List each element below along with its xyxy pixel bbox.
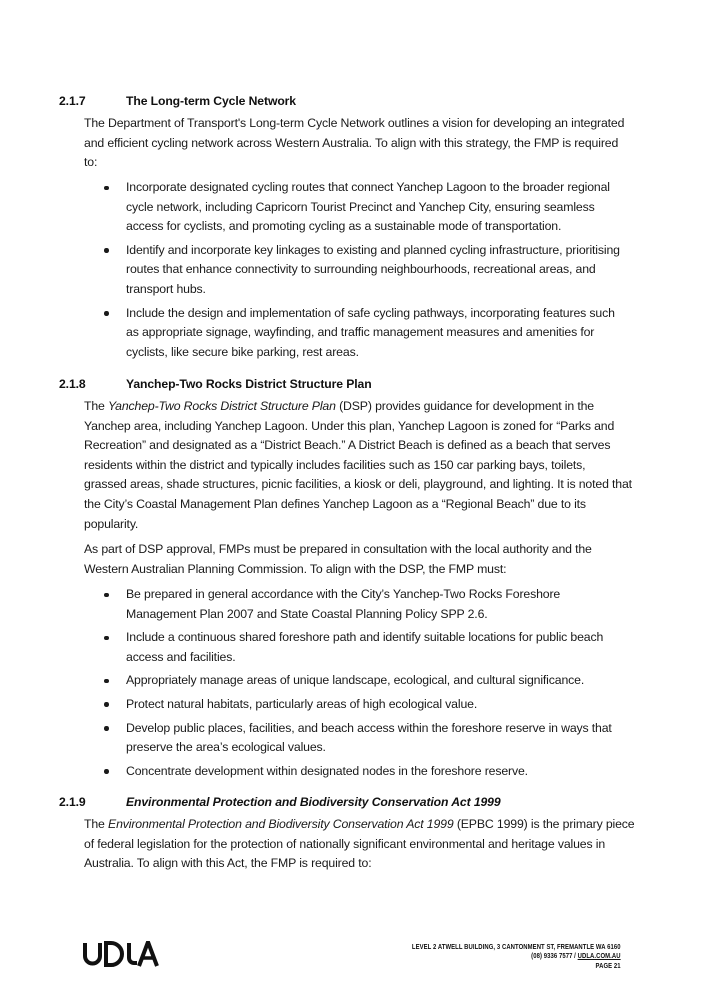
text-line: of federal legislation for the protection of nationally significant environmental and heritage values in	[84, 836, 606, 851]
section-number: 2.1.9	[59, 795, 86, 809]
text-line: Develop public places, facilities, and beach access within the foreshore reserve in ways that	[126, 720, 612, 735]
text-line: preserve the area’s ecological values.	[126, 740, 326, 755]
text-line	[84, 397, 629, 417]
list-item	[104, 241, 624, 300]
text-line: Include a continuous shared foreshore path and identify suitable locations for public beach	[126, 630, 604, 645]
section-intro-paragraph	[84, 815, 635, 874]
text-fragment: The	[84, 399, 109, 413]
bullet-icon	[104, 679, 109, 684]
document-title-italic: Environmental Protection and Biodiversity Conservation Act 1999	[108, 817, 454, 831]
list-item	[104, 762, 624, 782]
text-fragment: (EPBC 1999) is the primary piece	[453, 817, 635, 831]
list-item	[104, 628, 624, 667]
list-item	[104, 178, 624, 237]
bullet-icon	[104, 702, 109, 707]
bullet-icon	[104, 726, 109, 731]
text-line: access and facilities.	[126, 649, 236, 664]
text-line	[84, 815, 635, 835]
section-number: 2.1.8	[59, 377, 86, 391]
section-title: Environmental Protection and Biodiversity Conservation Act 1999	[126, 795, 501, 809]
text-line: the City’s Coastal Management Plan defines Yanchep Lagoon as a “Regional Beach” due to its	[84, 496, 586, 511]
text-line: to:	[84, 155, 98, 170]
bullet-icon	[104, 593, 109, 598]
text-line: Western Australian Planning Commission. To align with the DSP, the FMP must:	[84, 561, 507, 576]
text-fragment: (DSP) provides guidance for development in the	[335, 399, 594, 413]
text-line: and efficient cycling network across Western Australia. To align with this strategy, the FMP is required	[84, 135, 619, 150]
text-line: Concentrate development within designated nodes in the foreshore reserve.	[126, 763, 528, 778]
text-line: transport hubs.	[126, 281, 206, 296]
footer-address: LEVEL 2 ATWELL BUILDING, 3 CANTONMENT ST, FREMANTLE WA 6160	[412, 942, 621, 951]
list-item	[104, 304, 624, 363]
section-title: The Long-term Cycle Network	[126, 94, 296, 108]
footer-website-link[interactable]: UDLA.COM.AU	[578, 951, 621, 961]
udla-logo	[83, 941, 159, 972]
text-line: Appropriately manage areas of unique landscape, ecological, and cultural significance.	[126, 673, 585, 688]
text-line: routes that enhance connectivity to surrounding neighbourhoods, recreational areas, and	[126, 262, 596, 277]
bullet-icon	[104, 769, 109, 774]
section-intro-paragraph	[84, 114, 629, 173]
list-item	[104, 671, 624, 691]
footer-contact	[412, 942, 621, 970]
bullet-icon	[104, 186, 109, 191]
bullet-list	[104, 178, 624, 366]
footer-contact-line	[412, 951, 621, 960]
text-line: As part of DSP approval, FMPs must be prepared in consultation with the local authority and the	[84, 542, 592, 556]
text-line: access for cyclists, and promoting cycling as a sustainable mode of transportation.	[126, 219, 562, 234]
page-number: PAGE 21	[595, 960, 621, 970]
bullet-icon	[104, 311, 109, 316]
text-line: Australia. To align with this Act, the FMP is required to:	[84, 856, 372, 871]
text-line: Identify and incorporate key linkages to existing and planned cycling infrastructure, prioritising	[126, 242, 620, 257]
text-line: Incorporate designated cycling routes that connect Yanchep Lagoon to the broader regional	[126, 180, 610, 194]
footer-phone: (08) 9336 7577	[531, 951, 573, 961]
section-number: 2.1.7	[59, 94, 86, 108]
text-line: Yanchep area, including Yanchep Lagoon. Under this plan, Yanchep Lagoon is zoned for “Parks and	[84, 418, 615, 433]
text-line: Recreation” and designated as a “District Beach.” A District Beach is defined as a beach that serves	[84, 438, 611, 453]
bullet-icon	[104, 248, 109, 253]
text-fragment: The	[84, 817, 109, 831]
list-item	[104, 695, 624, 715]
text-line: as appropriate signage, wayfinding, and traffic management measures and amenities for	[126, 325, 595, 340]
bullet-icon	[104, 636, 109, 641]
footer-separator: /	[572, 951, 579, 961]
text-line: Include the design and implementation of safe cycling pathways, incorporating features such	[126, 305, 615, 320]
text-line: Be prepared in general accordance with the City’s Yanchep-Two Rocks Foreshore	[126, 587, 561, 601]
text-line: Management Plan 2007 and State Coastal Planning Policy SPP 2.6.	[126, 606, 488, 621]
text-line: grassed areas, shade structures, picnic facilities, a kiosk or deli, playground, and lighting. It is noted that	[84, 477, 632, 492]
list-item	[104, 719, 624, 758]
section-paragraph	[84, 540, 629, 579]
section-intro-paragraph	[84, 397, 632, 534]
bullet-list	[104, 585, 624, 785]
text-line: cycle network, including Capricorn Tourist Precinct and Yanchep City, ensuring seamless	[126, 199, 595, 214]
section-title: Yanchep-Two Rocks District Structure Plan	[126, 377, 372, 391]
list-item	[104, 585, 624, 624]
text-line: Protect natural habitats, particularly areas of high ecological value.	[126, 696, 478, 711]
udla-logo-icon	[83, 941, 159, 967]
text-line: cyclists, like secure bike parking, rest areas.	[126, 344, 359, 359]
text-line: residents within the district and typically includes facilities such as 150 car parking bays, toilets,	[84, 457, 586, 472]
document-title-italic: Yanchep-Two Rocks District Structure Plan	[108, 399, 336, 413]
text-line: The Department of Transport's Long-term Cycle Network outlines a vision for developing an integrated	[84, 116, 625, 130]
text-line: popularity.	[84, 516, 139, 531]
